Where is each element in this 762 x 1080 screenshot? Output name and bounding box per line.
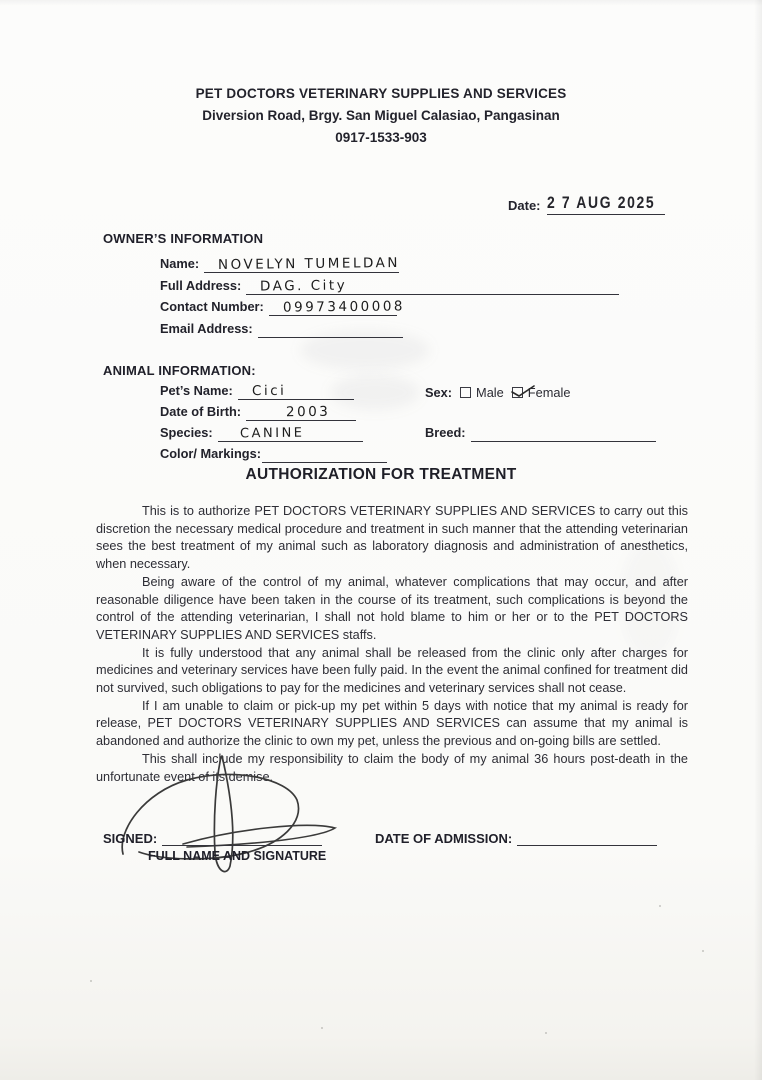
signed-field [103,828,322,846]
owner-address-label: Full Address: [160,278,242,293]
breed-label: Breed: [425,425,466,440]
pet-name-label: Pet’s Name: [160,383,233,398]
owner-name-field [160,255,399,273]
dob-field [160,403,356,421]
breed-field [425,424,656,442]
owner-name-line [204,255,399,273]
owner-address-handwriting: DAG. City [260,277,348,295]
owner-section-title: OWNER’S INFORMATION [103,231,264,246]
owner-email-label: Email Address: [160,321,253,336]
owner-email-field [160,320,403,338]
dob-label: Date of Birth: [160,404,242,419]
sex-label: Sex: [425,385,453,400]
color-markings-field [160,445,387,463]
species-line [218,424,363,442]
scan-edge-shade [754,0,762,1080]
date-stamp: 2 7 AUG 2025 [546,193,655,212]
male-checkbox [460,387,471,398]
female-option-label: Female [527,385,571,400]
owner-contact-field [160,298,405,316]
color-markings-label: Color/ Markings: [160,446,261,461]
owner-email-line [258,320,403,338]
date-field [508,193,665,215]
date-label: Date: [508,198,541,213]
owner-name-handwriting: NOVELYN TUMELDAN [218,255,401,273]
authorization-paragraph: This is to authorize PET DOCTORS VETERINARY SUPPLIES AND SERVICES to carry out this discretion the necessary medical procedure and treatment in such manner that the attending veterinarian sees the best treatment of my animal such as laboratory diagnosis and administration of anesthetics, when necessary. [96,504,688,572]
owner-contact-label: Contact Number: [160,299,264,314]
authorization-paragraph: Being aware of the control of my animal, whatever complications that may occur, and after reasonable diligence have been taken in the course of its treatment, such complications is beyond the control of the attending veterinarian, I shall not hold blame to him or her or to the PET DOCTORS VETERINARY SUPPLIES AND SERVICES staffs. [96,574,688,642]
sex-field [425,385,570,400]
female-checkbox [512,387,523,398]
clinic-phone: 0917-1533-903 [335,130,427,145]
owner-address-field [160,277,619,295]
letterhead [0,86,762,145]
authorization-paragraph: It is fully understood that any animal shall be released from the clinic only after charges for medicines and veterinary services have been fully paid. In the event the animal confined for treatment did not survived, such obligations to pay for the medicines and veterinary services shall not cease. [96,645,688,696]
signed-label: SIGNED: [103,831,158,846]
admission-date-field [375,828,657,846]
owner-contact-line [269,298,405,316]
owner-contact-handwriting: 09973400008 [282,298,405,316]
pet-name-handwriting: Cici [251,382,287,400]
dob-handwriting: 2003 [285,403,331,421]
signed-caption: FULL NAME AND SIGNATURE [148,849,327,863]
female-checkmark-icon [510,380,536,398]
authorization-paragraph: This shall include my responsibility to claim the body of my animal 36 hours post-death in the unfortunate event of its demise. [96,751,688,784]
species-field [160,424,363,442]
scan-edge-shade [0,0,762,6]
admission-date-label: DATE OF ADMISSION: [375,831,513,846]
pet-name-field [160,382,354,400]
pet-name-line [238,382,354,400]
animal-section-title: ANIMAL INFORMATION: [103,363,256,378]
clinic-name: PET DOCTORS VETERINARY SUPPLIES AND SERVICES [195,86,567,101]
authorization-body [96,503,688,786]
color-markings-line [262,445,387,463]
species-label: Species: [160,425,213,440]
signed-line [162,828,322,846]
species-handwriting: CANINE [239,425,305,442]
authorization-title: AUTHORIZATION FOR TREATMENT [245,466,517,483]
owner-address-line [246,277,619,295]
owner-name-label: Name: [160,256,200,271]
admission-date-line [517,828,657,846]
male-option-label: Male [476,385,504,400]
authorization-paragraph: If I am unable to claim or pick-up my pet within 5 days with notice that my animal is ready for release, PET DOCTORS VETERINARY SUPPLIES AND SERVICES can assume that my animal is abandoned and authorize the clinic to own my pet, unless the previous and on-going bills are settled. [96,698,688,749]
date-line [547,193,665,215]
breed-line [471,424,656,442]
clinic-address: Diversion Road, Brgy. San Miguel Calasiao, Pangasinan [202,108,560,123]
dob-line [246,403,356,421]
